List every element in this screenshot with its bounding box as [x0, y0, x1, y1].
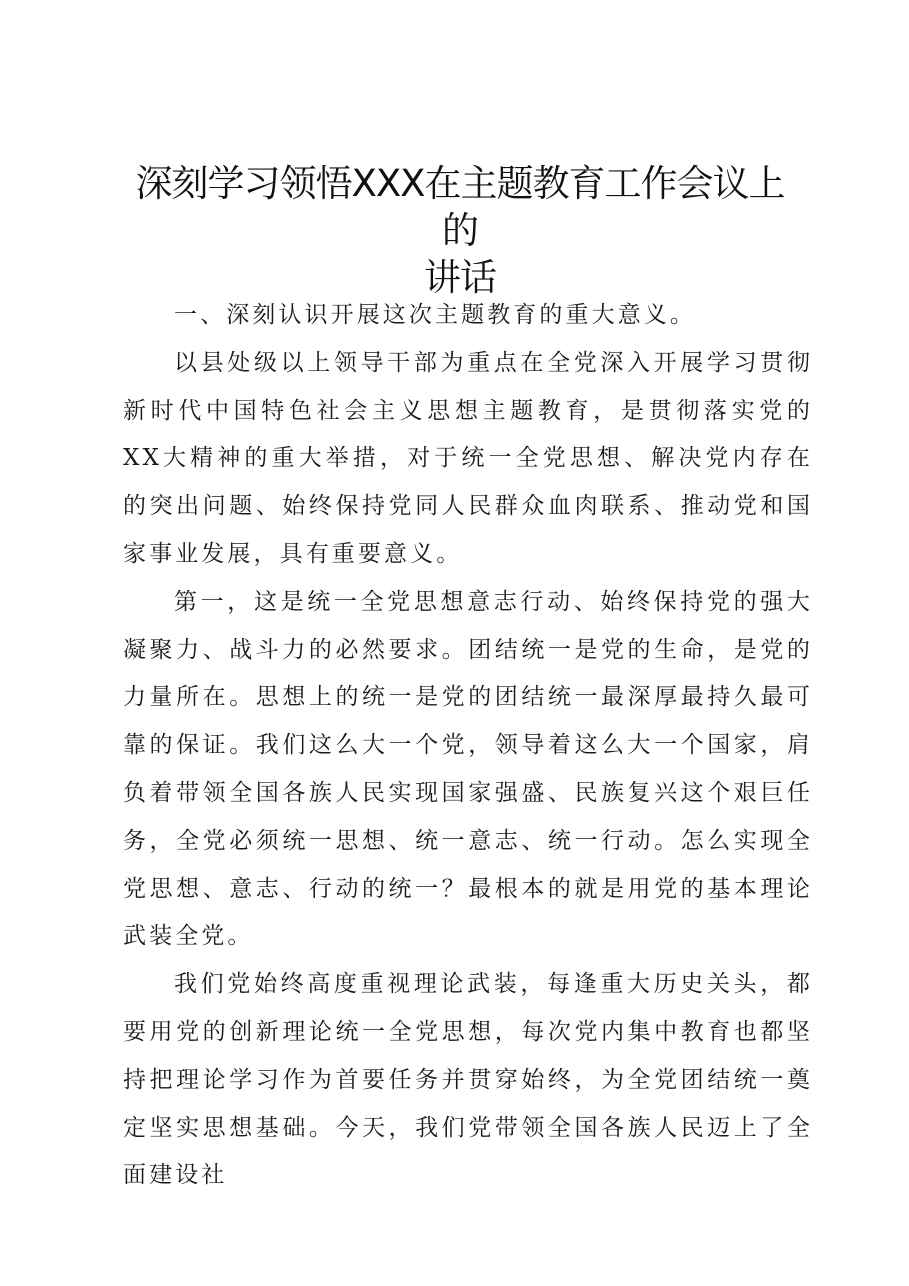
paragraph-first-point: 第一，这是统一全党思想意志行动、始终保持党的强大凝聚力、战斗力的必然要求。团结统一是党的生命，是党的力量所在。思想上的统一是党的团结统一最深厚最持久最可靠的保证。我们这么大一个党，领导着这么大一个国家，肩负着带领全国各族人民实现国家强盛、民族复兴这个艰巨任务，全党必须统一思想、统一意志、统一行动。怎么实现全党思想、意志、行动的统一？最根本的就是用党的基本理论武装全党。: [123, 588, 813, 950]
document-body: [123, 292, 813, 1200]
document-title: [120, 160, 800, 301]
section-heading-1: 一、深刻认识开展这次主题教育的重大意义。: [174, 302, 696, 328]
title-line-1: 深刻学习领悟XXX在主题教育工作会议上的: [135, 162, 785, 252]
title-line-2: 讲话: [424, 256, 496, 299]
paragraph-significance: 以县处级以上领导干部为重点在全党深入开展学习贯彻新时代中国特色社会主义思想主题教育，是贯彻落实党的XX大精神的重大举措，对于统一全党思想、解决党内存在的突出问题、始终保持党同人民群众血肉联系、推动党和国家事业发展，具有重要意义。: [123, 349, 813, 567]
paragraph-theory-armament: 我们党始终高度重视理论武装，每逢重大历史关头，都要用党的创新理论统一全党思想，每次党内集中教育也都坚持把理论学习作为首要任务并贯穿始终，为全党团结统一奠定坚实思想基础。今天，我们党带领全国各族人民迈上了全面建设社: [123, 971, 813, 1189]
